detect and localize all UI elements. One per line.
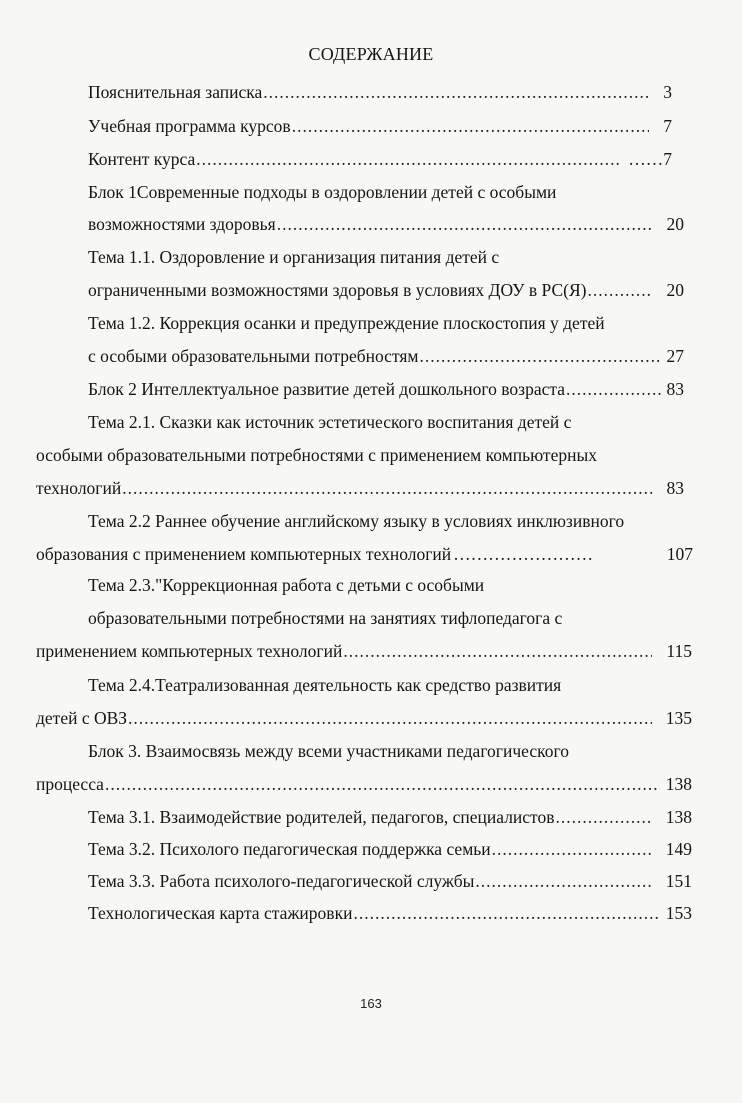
toc-entry-text: Блок 1Современные подходы в оздоровлении детей с особыми	[88, 182, 557, 202]
toc-entry-text: Тема 2.4.Театрализованная деятельность как средство развития	[88, 675, 562, 695]
dot-leader	[277, 212, 653, 236]
toc-entry	[88, 739, 569, 763]
toc-entry-text: детей с ОВЗ	[36, 708, 128, 728]
toc-entry-text: процесса	[36, 774, 104, 794]
toc-entry	[88, 114, 672, 138]
toc-entry-text: Блок 3. Взаимосвязь между всеми участниками педагогического	[88, 741, 569, 761]
dot-leader	[292, 114, 650, 138]
toc-entry-page: 7	[663, 116, 672, 136]
toc-entry-text: Блок 2 Интеллектуальное развитие детей дошкольного возраста	[88, 379, 565, 399]
toc-entry-page: 149	[665, 839, 692, 859]
toc-entry	[36, 772, 692, 796]
toc-entry-text: особыми образовательными потребностями с применением компьютерных	[36, 445, 597, 465]
toc-entry	[88, 805, 692, 829]
toc-entry-text: Тема 2.2 Раннее обучение английскому языку в условиях инклюзивного	[88, 511, 625, 531]
toc-entry	[88, 573, 484, 597]
dot-leader	[343, 639, 652, 663]
toc-entry-text: возможностями здоровья	[88, 214, 276, 234]
toc-entry-page: 3	[663, 82, 672, 102]
toc-entry-page: 153	[665, 903, 692, 923]
page-title: СОДЕРЖАНИЕ	[308, 44, 434, 64]
dot-leader	[105, 772, 660, 796]
dot-leader	[420, 344, 661, 368]
toc-entry-page: 83	[666, 478, 684, 498]
toc-entry	[36, 706, 692, 730]
toc-entry	[88, 212, 684, 236]
toc-entry	[88, 278, 684, 302]
dot-leader	[588, 278, 653, 302]
toc-entry-text: Технологическая карта стажировки	[88, 903, 353, 923]
toc-entry-text: Тема 3.1. Взаимодействие родителей, педагогов, специалистов	[88, 807, 555, 827]
toc-entry-text: Тема 3.3. Работа психолого-педагогической службы	[88, 871, 475, 891]
dot-leader	[555, 805, 651, 829]
toc-entry-text: Тема 2.1. Сказки как источник эстетического воспитания детей с	[88, 412, 572, 432]
toc-entry	[36, 443, 597, 467]
toc-entry	[88, 410, 571, 434]
toc-entry	[88, 80, 672, 104]
ellipsis-leader: ……………………	[453, 544, 594, 564]
toc-entry	[36, 476, 684, 500]
dot-leader	[263, 80, 649, 104]
toc-entry-page: 138	[665, 807, 692, 827]
toc-entry-page: 151	[665, 871, 692, 891]
toc-entry	[88, 147, 672, 171]
toc-entry	[88, 377, 684, 401]
toc-entry-page: 135	[665, 708, 692, 728]
toc-entry-page: 83	[666, 379, 684, 399]
dot-leader	[196, 147, 622, 171]
toc-entry	[36, 542, 693, 566]
page-number: 163	[360, 996, 382, 1011]
toc-entry-page: 138	[665, 774, 692, 794]
toc-entry-text: технологий	[36, 478, 122, 498]
toc-entry-text: ограниченными возможностями здоровья в условиях ДОУ в РС(Я)	[88, 280, 587, 300]
toc-entry-text: применением компьютерных технологий	[36, 641, 343, 661]
dot-leader	[122, 476, 652, 500]
toc-entry	[88, 245, 499, 269]
toc-entry	[88, 837, 692, 861]
toc-entry-page: ……7	[628, 149, 672, 169]
toc-entry	[88, 606, 562, 630]
toc-entry-text: Тема 1.1. Оздоровление и организация питания детей с	[88, 247, 500, 267]
dot-leader	[475, 869, 651, 893]
toc-entry-page: 20	[666, 214, 684, 234]
toc-entry-text: Пояснительная записка	[88, 82, 263, 102]
toc-entry-text: образовательными потребностями на занятиях тифлопедагога с	[88, 608, 563, 628]
toc-entry	[88, 869, 692, 893]
toc-entry	[88, 901, 692, 925]
toc-entry	[88, 673, 561, 697]
toc-entry	[88, 344, 684, 368]
dot-leader	[566, 377, 661, 401]
toc-entry	[36, 639, 692, 663]
toc-entry-text: Учебная программа курсов	[88, 116, 291, 136]
toc-entry-text: Тема 3.2. Психолого педагогическая поддержка семьи	[88, 839, 491, 859]
toc-entry-text: Тема 1.2. Коррекция осанки и предупреждение плоскостопия у детей	[88, 313, 605, 333]
toc-entry	[88, 180, 556, 204]
toc-entry-page: 27	[666, 346, 684, 366]
toc-entry-page: 115	[666, 641, 692, 661]
toc-entry-page: 107	[666, 544, 693, 564]
dot-leader	[492, 837, 652, 861]
toc-entry-text: образования с применением компьютерных технологий	[36, 544, 452, 564]
toc-entry-text: с особыми образовательными потребностям	[88, 346, 419, 366]
dot-leader	[128, 706, 652, 730]
toc-entry-text: Контент курса	[88, 149, 196, 169]
toc-entry	[88, 311, 605, 335]
toc-entry-text: Тема 2.3."Коррекционная работа с детьми с особыми	[88, 575, 485, 595]
dot-leader	[353, 901, 659, 925]
toc-entry	[88, 509, 624, 533]
toc-entry-page: 20	[666, 280, 684, 300]
